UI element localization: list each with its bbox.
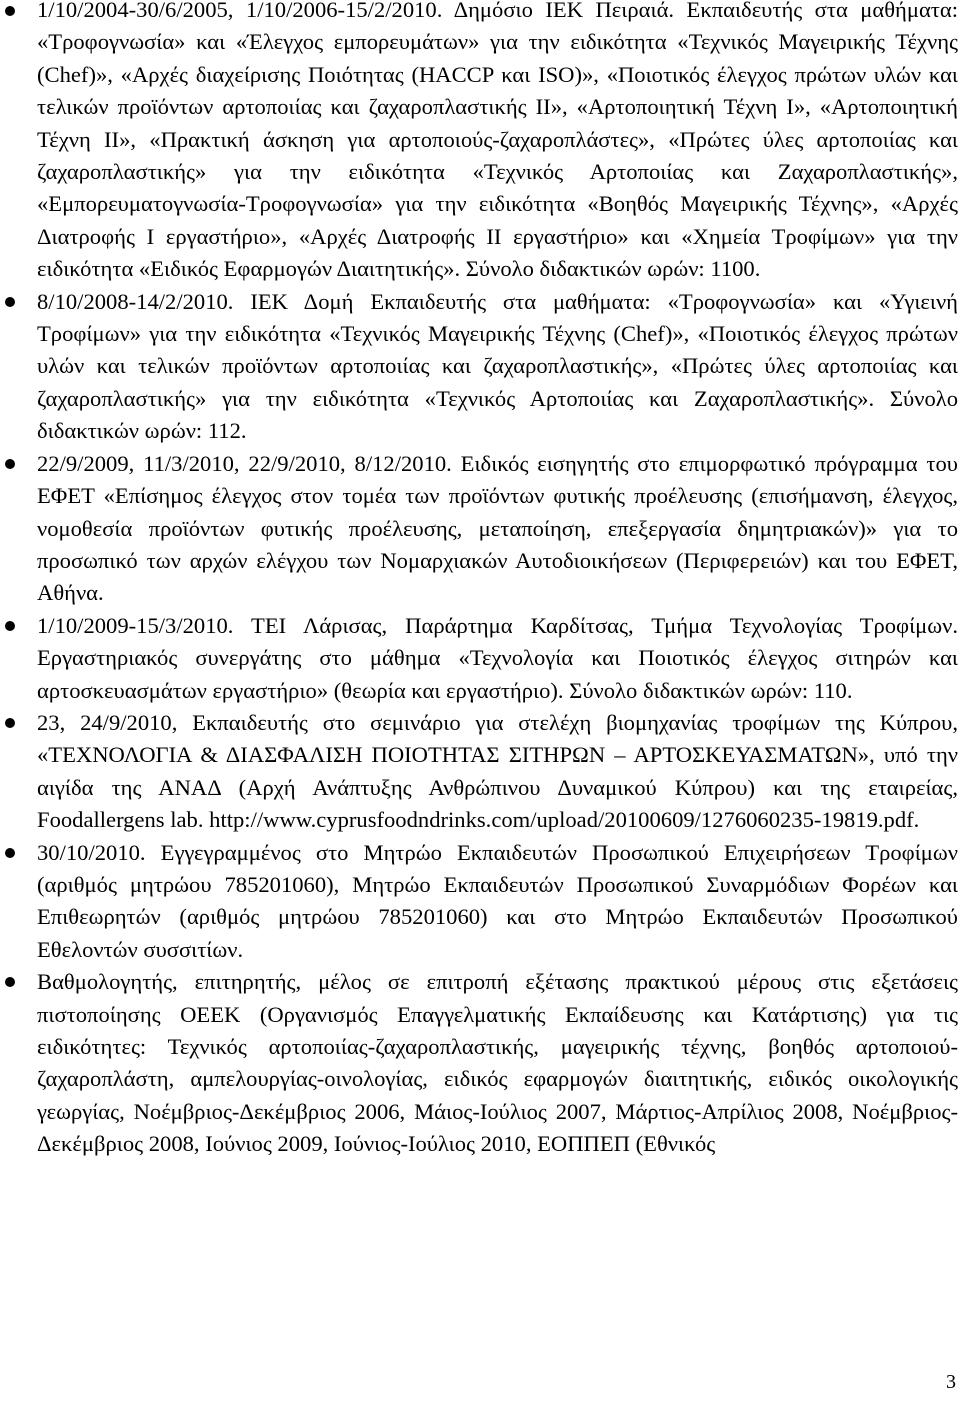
bullet-icon [5, 6, 15, 16]
entry-text: 1/10/2004-30/6/2005, 1/10/2006-15/2/2010. Δημόσιο ΙΕΚ Πειραιά. Εκπαιδευτής στα μαθήματα: «Τροφογνωσία» και «Έλεγχος εμπορευμάτων» για την ειδικότητα «Τεχνικός Μαγειρικής Τέχνης (Chef)», «Αρχές διαχείρισης Ποιότητας (HACCP και ISO)», «Ποιοτικός έλεγχος πρώτων υλών και τελικών προϊόντων αρτοποιίας και ζαχαροπλαστικής ΙΙ», «Αρτοποιητική Τέχνη Ι», «Αρτοποιητική Τέχνη ΙΙ», «Πρακτική άσκηση για αρτοποιούς-ζαχαροπλάστες», «Πρώτες ύλες αρτοποιίας και ζαχαροπλαστικής» για την ειδικότητα «Τεχνικός Αρτοποιίας και Ζαχαροπλαστικής», «Εμπορευματογνωσία-Τροφογνωσία» για την ειδικότητα «Βοηθός Μαγειρικής Τέχνης», «Αρχές Διατροφής Ι εργαστήριο», «Αρχές Διατροφής ΙΙ εργαστήριο» και «Χημεία Τροφίμων» για την ειδικότητα «Ειδικός Εφαρμογών Διαιτητικής». Σύνολο διδακτικών ωρών: 1100. [37, 0, 958, 282]
list-item [0, 610, 960, 707]
entry-text: 30/10/2010. Εγγεγραμμένος στο Μητρώο Εκπαιδευτών Προσωπικού Επιχειρήσεων Τροφίμων (αριθμός μητρώου 785201060), Μητρώο Εκπαιδευτών Προσωπικού Συναρμόδιων Φορέων και Επιθεωρητών (αριθμός μητρώου 785201060) και στο Μητρώο Εκπαιδευτών Προσωπικού Εθελοντών συσσιτίων. [37, 839, 958, 962]
list-item [0, 448, 960, 610]
bullet-icon [5, 718, 15, 728]
entry-text: 1/10/2009-15/3/2010. ΤΕΙ Λάρισας, Παράρτημα Καρδίτσας, Τμήμα Τεχνολογίας Τροφίμων. Εργαστηριακός συνεργάτης στο μάθημα «Τεχνολογία και Ποιοτικός έλεγχος σιτηρών και αρτοσκευασμάτων εργαστήριο» (θεωρία και εργαστήριο). Σύνολο διδακτικών ωρών: 110. [37, 612, 958, 703]
entry-text: Βαθμολογητής, επιτηρητής, μέλος σε επιτροπή εξέτασης πρακτικού μέρους στις εξετάσεις πιστοποίησης ΟΕΕΚ (Οργανισμός Επαγγελματικής Εκπαίδευσης και Κατάρτισης) για τις ειδικότητες: Τεχνικός αρτοποιίας-ζαχαροπλαστικής, μαγειρικής τέχνης, βοηθός αρτοποιού-ζαχαροπλάστη, αμπελουργίας-οινολογίας, ειδικός εφαρμογών διαιτητικής, ειδικός οικολογικής γεωργίας, Νοέμβριος-Δεκέμβριος 2006, Μάιος-Ιούλιος 2007, Μάρτιος-Απρίλιος 2008, Νοέμβριος-Δεκέμβριος 2008, Ιούνιος 2009, Ιούνιος-Ιούλιος 2010, ΕΟΠΠΕΠ (Εθνικός [37, 969, 958, 1157]
list-item [0, 0, 960, 286]
bullet-icon [5, 848, 15, 858]
bullet-icon [5, 459, 15, 469]
entry-text: 23, 24/9/2010, Εκπαιδευτής στο σεμινάριο για στελέχη βιομηχανίας τροφίμων της Κύπρου, «ΤΕΧΝΟΛΟΓΙΑ & ΔΙΑΣΦΑΛΙΣΗ ΠΟΙΟΤΗΤΑΣ ΣΙΤΗΡΩΝ – ΑΡΤΟΣΚΕΥΑΣΜΑΤΩΝ», υπό την αιγίδα της ΑΝΑΔ (Αρχή Ανάπτυξης Ανθρώπινου Δυναμικού Κύπρου) και της εταιρείας, Foodallergens lab. http://www.cyprusfoodndrinks.com/upload/20100609/1276060235-19819.pdf. [37, 709, 958, 833]
list-item [0, 286, 960, 448]
entry-text: 22/9/2009, 11/3/2010, 22/9/2010, 8/12/2010. Ειδικός εισηγητής στο επιμορφωτικό πρόγραμμα του ΕΦΕΤ «Επίσημος έλεγχος στον τομέα των προϊόντων φυτικής προέλευσης (επισήμανση, έλεγχος, νομοθεσία προϊόντων φυτικής προέλευσης, μεταποίηση, επεξεργασία δημητριακών)» για το προσωπικό των αρχών ελέγχου των Νομαρχιακών Αυτοδιοικήσεων (Περιφερειών) και του ΕΦΕΤ, Αθήνα. [37, 450, 958, 606]
bullet-icon [5, 297, 15, 307]
page-number: 3 [946, 1371, 956, 1393]
list-item [0, 707, 960, 837]
bullet-icon [5, 977, 15, 987]
list-item [0, 837, 960, 967]
entry-text: 8/10/2008-14/2/2010. ΙΕΚ Δομή Εκπαιδευτής στα μαθήματα: «Τροφογνωσία» και «Υγιεινή Τροφίμων» για την ειδικότητα «Τεχνικός Μαγειρικής Τέχνης (Chef)», «Ποιοτικός έλεγχος πρώτων υλών και τελικών προϊόντων αρτοποιίας και ζαχαροπλαστικής», «Πρώτες ύλες αρτοποιίας και ζαχαροπλαστικής» για την ειδικότητα «Τεχνικός Αρτοποιίας και Ζαχαροπλαστικής». Σύνολο διδακτικών ωρών: 112. [37, 288, 958, 444]
bullet-icon [5, 621, 15, 631]
list-item [0, 966, 960, 1160]
